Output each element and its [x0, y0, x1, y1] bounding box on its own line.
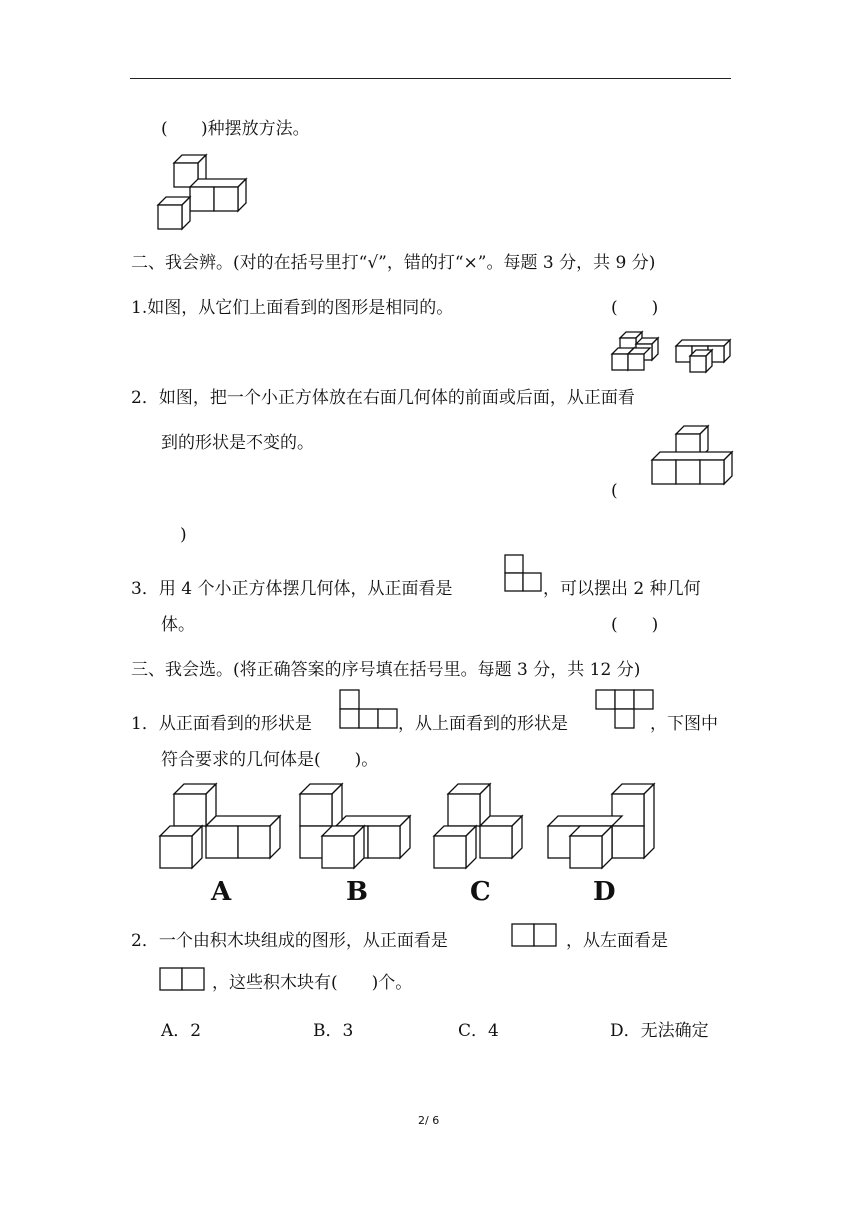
choice-c[interactable]: C．4: [458, 1021, 499, 1041]
s3-q1-text-part2: ，从上面看到的形状是: [398, 714, 568, 734]
top-question-text: )种摆放方法。: [201, 119, 310, 139]
s2-q1-answer-blank[interactable]: ( ): [611, 298, 659, 318]
top-question-paren-open: (: [161, 119, 168, 139]
choice-a[interactable]: A．2: [161, 1021, 202, 1041]
page-number: 2/ 6: [418, 1114, 440, 1127]
section2-title: 二、我会辨。(对的在括号里打“√”，错的打“×”。每题 3 分，共 9 分): [131, 253, 656, 273]
s2-q3-text-part1: 3．用 4 个小正方体摆几何体，从正面看是: [131, 579, 453, 599]
option-d-label[interactable]: D: [593, 877, 616, 907]
s2-q1-text: 1.如图，从它们上面看到的图形是相同的。: [131, 298, 454, 318]
s3-q1-front-view-shape: [340, 690, 400, 732]
s3-q1-line2: 符合要求的几何体是( )。: [161, 750, 379, 770]
option-b-label[interactable]: B: [346, 877, 368, 907]
s3-q1-text-part1: 1．从正面看到的形状是: [131, 714, 312, 734]
choice-d[interactable]: D．无法确定: [610, 1021, 709, 1041]
s3-q2-left-view-shape: [160, 967, 208, 993]
s2-q3-front-view-shape: [505, 555, 545, 595]
option-d-figure: [548, 784, 663, 874]
s3-q2-text-part1: 2．一个由积木块组成的图形，从正面看是: [131, 931, 448, 951]
option-a-label[interactable]: A: [211, 877, 232, 907]
section3-title: 三、我会选。(将正确答案的序号填在括号里。每题 3 分，共 12 分): [131, 660, 641, 680]
s3-q1-text-part3: ，下图中: [650, 714, 718, 734]
option-a-figure: [160, 784, 285, 874]
option-b-figure: [300, 784, 415, 874]
s2-q3-text-part2: ，可以摆出 2 种几何: [543, 579, 701, 599]
stair-cube-figure: [158, 155, 248, 235]
s2-q2-answer-close: ): [180, 525, 187, 545]
s3-q2-front-view-shape: [512, 923, 560, 949]
option-c-figure: [434, 784, 529, 874]
s2-q2-cube-figure: [652, 426, 738, 488]
s2-q2-line1: 2．如图，把一个小正方体放在右面几何体的前面或后面，从正面看: [131, 388, 635, 408]
s2-q2-answer-open[interactable]: (: [611, 481, 618, 501]
s2-q1-cube-figures: [612, 330, 737, 375]
s3-q2-line2: ，这些积木块有( )个。: [212, 973, 413, 993]
choice-b[interactable]: B．3: [313, 1021, 354, 1041]
s3-q2-text-part2: ，从左面看是: [566, 931, 668, 951]
s2-q3-answer-blank[interactable]: ( ): [611, 615, 659, 635]
s2-q3-line2: 体。: [161, 615, 195, 635]
option-c-label[interactable]: C: [470, 877, 491, 907]
s2-q2-line2: 到的形状是不变的。: [161, 433, 314, 453]
s3-q1-top-view-shape: [596, 690, 656, 732]
header-rule: [130, 78, 731, 79]
